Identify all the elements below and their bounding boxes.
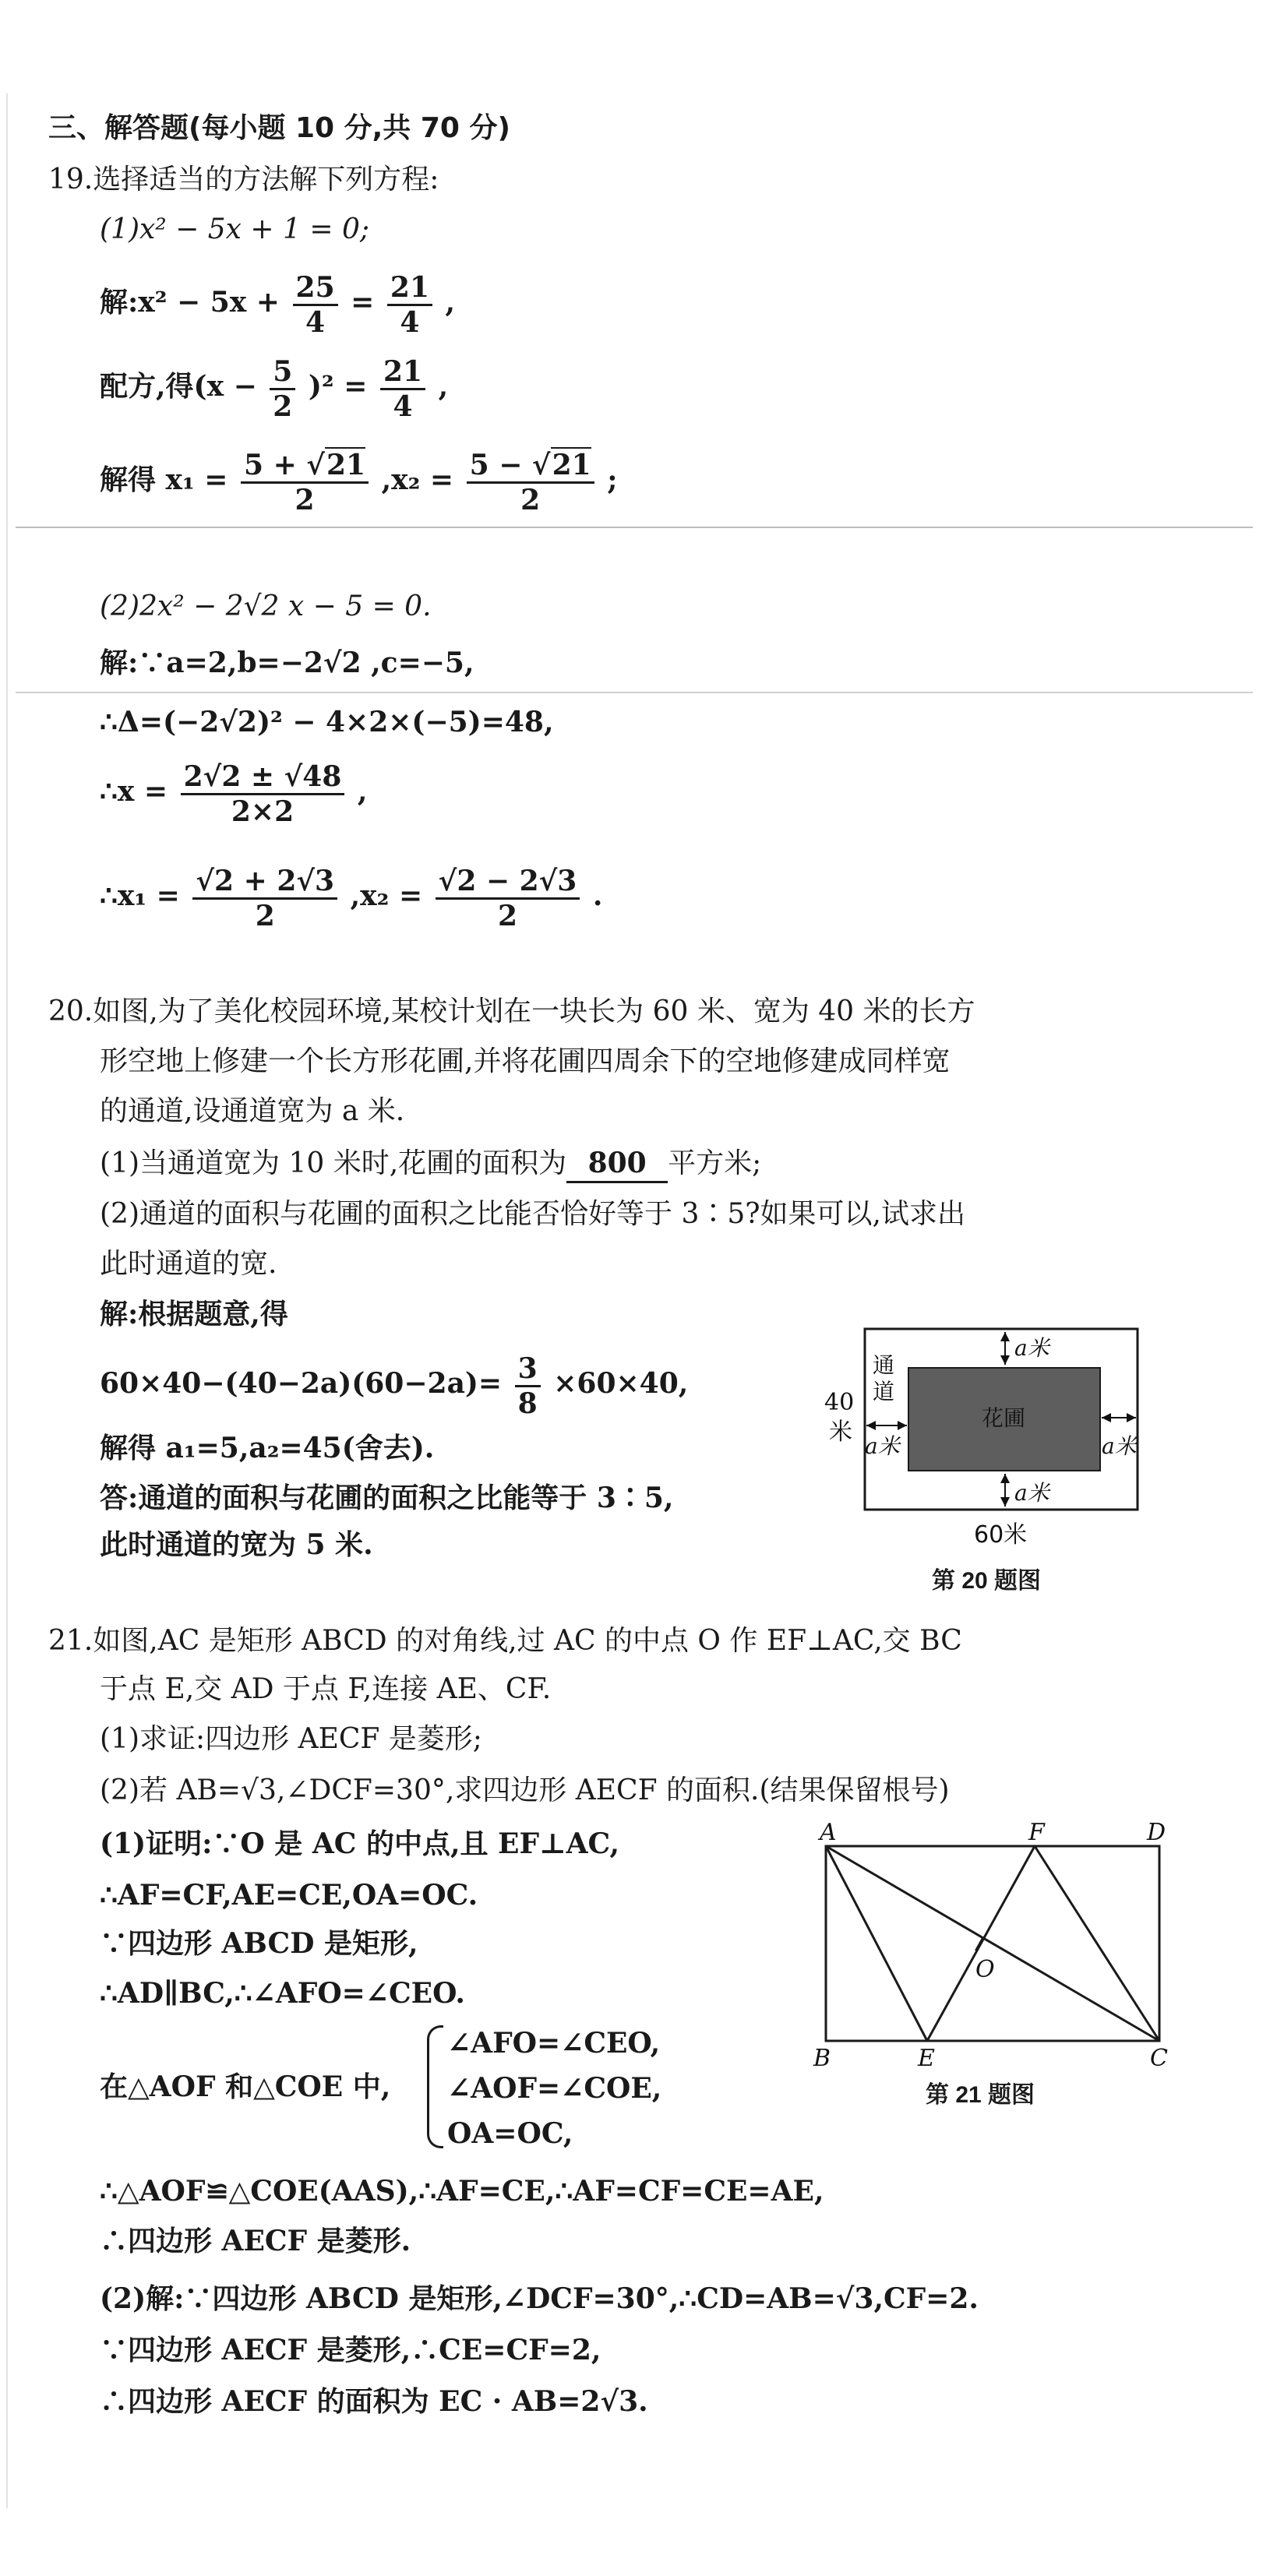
height-value-label: 40 bbox=[824, 1389, 855, 1416]
arrowhead bbox=[1000, 1474, 1010, 1483]
q19-stem: 19.选择适当的方法解下列方程: bbox=[48, 164, 439, 196]
q21-p2: (2)若 AB=√3,∠DCF=30°,求四边形 AECF 的面积.(结果保留根号) bbox=[100, 1774, 950, 1806]
point-c-label: C bbox=[1150, 2045, 1168, 2072]
radicand: 21 bbox=[326, 448, 366, 481]
punctuation: , bbox=[445, 286, 456, 319]
q20-figure-caption: 第 20 题图 bbox=[932, 1568, 1042, 1594]
q21-sol2: ∴AF=CF,AE=CE,OA=OC. bbox=[100, 1879, 478, 1912]
numerator-term: 5 − bbox=[469, 448, 532, 481]
q21-sol9: ∵四边形 AECF 是菱形,∴CE=CF=2, bbox=[100, 2334, 601, 2366]
garden-label: 花圃 bbox=[981, 1405, 1026, 1431]
q19-p1-equation: (1)x² − 5x + 1 = 0; bbox=[100, 213, 370, 245]
a-left-label: a米 bbox=[865, 1433, 900, 1459]
q21-sol1: (1)证明:∵O 是 AC 的中点,且 EF⊥AC, bbox=[100, 1827, 620, 1860]
q19-p1-step2-mid: )² = bbox=[308, 370, 368, 403]
arrowhead bbox=[1000, 1497, 1010, 1506]
denominator: 2×2 bbox=[231, 795, 295, 828]
q19-p1-step3-mid: ,x₂ = bbox=[381, 463, 454, 496]
numerator: √2 + 2√3 bbox=[192, 865, 337, 900]
q20-sol2-prefix: 60×40−(40−2a)(60−2a)= bbox=[100, 1367, 503, 1400]
q20-sol5: 此时通道的宽为 5 米. bbox=[100, 1528, 373, 1561]
denominator: 2 bbox=[520, 483, 541, 516]
point-b-label: B bbox=[813, 2045, 831, 2072]
q21-sol3: ∵四边形 ABCD 是矩形, bbox=[100, 1927, 418, 1960]
q21-brace-line2: ∠AOF=∠COE, bbox=[447, 2072, 662, 2105]
q19-p2-equation: (2)2x² − 2√2 x − 5 = 0. bbox=[100, 590, 432, 622]
fraction bbox=[241, 449, 369, 516]
answer-blank: 800 bbox=[566, 1145, 668, 1183]
numerator: 3 bbox=[515, 1352, 541, 1387]
denominator: 4 bbox=[393, 389, 413, 423]
punctuation: , bbox=[438, 370, 449, 403]
q19-p1-step3-prefix: 解得 x₁ = bbox=[100, 463, 228, 496]
section-title: 三、解答题(每小题 10 分,共 70 分) bbox=[48, 112, 510, 144]
punctuation: , bbox=[357, 775, 368, 808]
numerator: 21 bbox=[387, 271, 432, 306]
width-label: 60米 bbox=[974, 1521, 1028, 1549]
q21-sol7: ∴四边形 AECF 是菱形. bbox=[100, 2225, 411, 2257]
equals-sign: = bbox=[351, 286, 375, 319]
radicand: 21 bbox=[552, 448, 591, 481]
q21-sol5: 在△AOF 和△COE 中, bbox=[100, 2070, 391, 2103]
q20-p1-suffix: 平方米; bbox=[668, 1147, 762, 1179]
q21-stem-line2: 于点 E,交 AD 于点 F,连接 AE、CF. bbox=[100, 1673, 552, 1705]
q19-p1-step1-prefix: 解:x² − 5x + bbox=[100, 286, 280, 319]
punctuation: ; bbox=[607, 463, 618, 496]
q19-p2-step4-prefix: ∴x₁ = bbox=[100, 879, 180, 912]
numerator: 5 + √21 bbox=[241, 449, 369, 484]
q21-sol10: ∴四边形 AECF 的面积为 EC · AB=2√3. bbox=[100, 2385, 648, 2418]
channel-label-2: 道 bbox=[873, 1379, 895, 1404]
arrowhead bbox=[898, 1421, 907, 1430]
denominator: 8 bbox=[517, 1387, 538, 1420]
fraction bbox=[380, 355, 425, 423]
q20-sol2 bbox=[100, 1346, 688, 1421]
fraction bbox=[181, 760, 345, 828]
q19-p2-step1: 解:∵a=2,b=−2√2 ,c=−5, bbox=[100, 647, 474, 679]
q19-p1-step3 bbox=[100, 442, 618, 517]
q19-p2-step4-mid: ,x₂ = bbox=[350, 879, 423, 912]
q19-p2-step4 bbox=[100, 858, 602, 933]
q21-sol6: ∴△AOF≌△COE(AAS),∴AF=CE,∴AF=CF=CE=AE, bbox=[100, 2175, 824, 2208]
fraction bbox=[293, 271, 338, 339]
q21-figure-caption: 第 21 题图 bbox=[926, 2082, 1035, 2108]
fraction bbox=[467, 449, 594, 516]
q20-stem-line2: 形空地上修建一个长方形花圃,并将花圃四周余下的空地修建成同样宽 bbox=[100, 1045, 951, 1077]
channel-label-1: 通 bbox=[873, 1352, 895, 1378]
q19-p1-step2 bbox=[100, 349, 448, 424]
fraction bbox=[192, 865, 337, 932]
fraction bbox=[515, 1352, 541, 1420]
arrowhead bbox=[866, 1421, 876, 1430]
numerator: 21 bbox=[380, 355, 425, 390]
divider bbox=[16, 527, 1253, 528]
q19-p1-step2-prefix: 配方,得(x − bbox=[100, 370, 257, 403]
q20-sol4: 答:通道的面积与花圃的面积之比能等于 3∶5, bbox=[100, 1482, 674, 1514]
punctuation: . bbox=[592, 879, 603, 912]
q19-p2-step3 bbox=[100, 754, 367, 829]
q20-stem-line3: 的通道,设通道宽为 a 米. bbox=[100, 1095, 405, 1127]
a-top-label: a米 bbox=[1014, 1335, 1049, 1361]
height-unit-label: 米 bbox=[829, 1418, 852, 1446]
q20-sol1: 解:根据题意,得 bbox=[100, 1298, 288, 1330]
q21-brace-line1: ∠AFO=∠CEO, bbox=[447, 2027, 661, 2060]
point-o-label: O bbox=[975, 1956, 995, 1983]
point-a-label: A bbox=[820, 1819, 837, 1846]
brace bbox=[427, 2025, 443, 2148]
numerator: 2√2 ± √48 bbox=[181, 760, 345, 795]
q20-sol2-suffix: ×60×40, bbox=[553, 1367, 689, 1400]
fraction bbox=[387, 271, 432, 339]
q21-sol4: ∴AD∥BC,∴∠AFO=∠CEO. bbox=[100, 1977, 465, 2010]
a-right-label: a米 bbox=[1102, 1433, 1137, 1459]
q21-brace-line3: OA=OC, bbox=[447, 2117, 573, 2150]
q20-p2-line2: 此时通道的宽. bbox=[100, 1248, 277, 1280]
q20-stem-line1: 20.如图,为了美化校园环境,某校计划在一块长为 60 米、宽为 40 米的长方 bbox=[48, 996, 975, 1027]
point-e-label: E bbox=[918, 2045, 935, 2072]
numerator-term: 5 + bbox=[244, 448, 307, 481]
arrowhead bbox=[1127, 1413, 1136, 1422]
numerator: √2 − 2√3 bbox=[436, 865, 580, 900]
q19-p2-step3-prefix: ∴x = bbox=[100, 775, 168, 808]
divider bbox=[16, 692, 1253, 693]
q19-p2-step2: ∴Δ=(−2√2)² − 4×2×(−5)=48, bbox=[100, 706, 554, 738]
point-d-label: D bbox=[1147, 1819, 1166, 1846]
denominator: 4 bbox=[400, 305, 420, 339]
arrowhead bbox=[1000, 1332, 1010, 1341]
numerator: 25 bbox=[293, 271, 338, 306]
numerator: 5 bbox=[270, 355, 295, 390]
arrowhead bbox=[1000, 1355, 1010, 1365]
denominator: 2 bbox=[497, 899, 518, 932]
q20-sol3: 解得 a₁=5,a₂=45(舍去). bbox=[100, 1432, 435, 1464]
denominator: 2 bbox=[273, 389, 293, 423]
margin-line bbox=[6, 93, 8, 2508]
point-f-label: F bbox=[1028, 1819, 1045, 1846]
denominator: 2 bbox=[255, 899, 275, 932]
fraction bbox=[436, 865, 580, 932]
q20-p2-line1: (2)通道的面积与花圃的面积之比能否恰好等于 3∶5?如果可以,试求出 bbox=[100, 1198, 965, 1230]
q20-p1 bbox=[100, 1145, 761, 1183]
numerator: 5 − √21 bbox=[467, 449, 594, 484]
q21-sol8: (2)解:∵四边形 ABCD 是矩形,∠DCF=30°,∴CD=AB=√3,CF=2. bbox=[100, 2282, 979, 2315]
q21-figure bbox=[802, 1815, 1176, 2072]
denominator: 2 bbox=[295, 483, 315, 516]
q20-p1-prefix: (1)当通道宽为 10 米时,花圃的面积为 bbox=[100, 1147, 567, 1179]
q21-p1: (1)求证:四边形 AECF 是菱形; bbox=[100, 1723, 482, 1755]
segment-cf bbox=[1035, 1846, 1159, 2041]
segment-ef bbox=[927, 1846, 1035, 2041]
a-bottom-label: a米 bbox=[1014, 1480, 1049, 1506]
arrowhead bbox=[1102, 1413, 1111, 1422]
fraction bbox=[270, 355, 295, 423]
q21-stem-line1: 21.如图,AC 是矩形 ABCD 的对角线,过 AC 的中点 O 作 EF⊥AC,交 BC bbox=[48, 1625, 962, 1657]
denominator: 4 bbox=[305, 305, 326, 339]
q19-p1-step1 bbox=[100, 265, 455, 340]
